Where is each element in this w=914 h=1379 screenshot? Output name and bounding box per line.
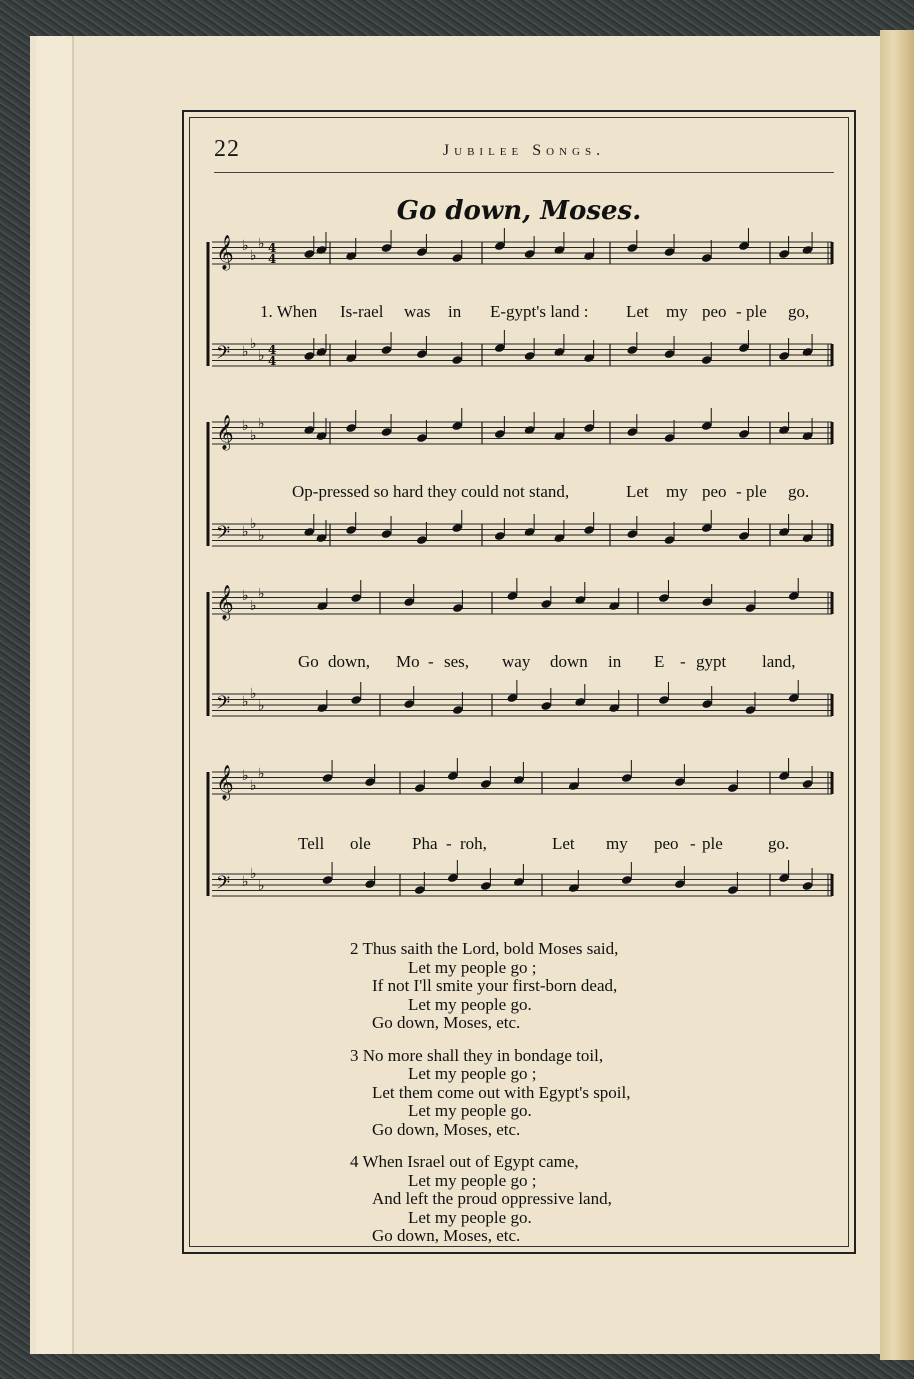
verse-line: 2 Thus saith the Lord, bold Moses said, bbox=[350, 939, 619, 958]
lyric-syllable: - bbox=[736, 482, 742, 501]
lyric-syllable: was bbox=[404, 302, 431, 321]
flat-icon: ♭ bbox=[242, 418, 249, 434]
lyric-syllable: roh, bbox=[460, 834, 487, 853]
verse-line: Go down, Moses, etc. bbox=[372, 1226, 521, 1245]
page-frame-inner bbox=[189, 117, 849, 1247]
lyric-syllable: down bbox=[550, 652, 588, 671]
verse-line: Let my people go ; bbox=[408, 1170, 537, 1190]
flat-icon: ♭ bbox=[242, 344, 249, 360]
lyric-syllable: Let bbox=[626, 482, 649, 501]
verse-line: Let my people go ; bbox=[408, 957, 537, 977]
facing-page-edge bbox=[880, 30, 914, 1360]
flat-icon: ♭ bbox=[258, 878, 265, 894]
flat-icon: ♭ bbox=[258, 528, 265, 544]
flat-icon: ♭ bbox=[242, 524, 249, 540]
lyric-syllable: ple bbox=[746, 482, 767, 501]
time-signature-top: 4 bbox=[268, 241, 277, 255]
music-notation bbox=[190, 118, 852, 918]
verse-line: If not I'll smite your first-born dead, bbox=[372, 976, 618, 995]
flat-icon: ♭ bbox=[250, 248, 257, 264]
lyric-syllable: Go bbox=[298, 652, 319, 671]
flat-icon: ♭ bbox=[250, 778, 257, 794]
bass-clef-icon: 𝄢 bbox=[216, 343, 231, 368]
lyric-syllable: gypt bbox=[696, 652, 727, 671]
lyric-syllable: in bbox=[448, 302, 462, 321]
verse-stanza bbox=[350, 1153, 790, 1246]
lyric-syllable: Tell bbox=[298, 834, 325, 853]
lyric-syllable: land, bbox=[762, 652, 796, 671]
lyric-syllable: go. bbox=[768, 834, 790, 853]
verse-stanza bbox=[350, 1047, 790, 1140]
verse-line: Go down, Moses, etc. bbox=[372, 1013, 521, 1032]
flat-icon: ♭ bbox=[242, 238, 249, 254]
lyric-syllable: peo bbox=[654, 834, 679, 853]
lyric-syllable: E bbox=[654, 652, 665, 671]
page-edge bbox=[36, 36, 74, 1354]
verse-stanza bbox=[350, 940, 790, 1033]
lyric-syllable: go. bbox=[788, 482, 810, 501]
lyric-syllable: ole bbox=[350, 834, 371, 853]
lyric-syllable: - bbox=[446, 834, 452, 853]
time-signature-bottom: 4 bbox=[268, 252, 277, 266]
verse-line: Let my people go. bbox=[408, 1101, 532, 1120]
lyric-syllable: my bbox=[606, 834, 628, 853]
flat-icon: ♭ bbox=[242, 694, 249, 710]
bass-clef-icon: 𝄢 bbox=[216, 523, 231, 548]
lyric-syllable: - bbox=[680, 652, 686, 671]
verse-line: Let my people go. bbox=[408, 1207, 532, 1227]
flat-icon: ♭ bbox=[250, 598, 257, 614]
lyric-syllable: down, bbox=[328, 652, 371, 671]
lyric-syllable: - bbox=[690, 834, 696, 853]
verse-line: Go down, Moses, etc. bbox=[372, 1119, 521, 1139]
time-signature-top: 4 bbox=[268, 343, 277, 357]
flat-icon: ♭ bbox=[258, 416, 265, 432]
flat-icon: ♭ bbox=[258, 348, 265, 364]
lyric-syllable: E-gypt's land : bbox=[490, 302, 589, 321]
verse-line: Let them come out with Egypt's spoil, bbox=[372, 1082, 631, 1102]
lyric-syllable: way bbox=[502, 652, 531, 671]
lyric-syllable: Pha bbox=[412, 834, 438, 853]
verses bbox=[350, 940, 790, 1260]
flat-icon: ♭ bbox=[258, 698, 265, 714]
lyric-syllable: Mo bbox=[396, 652, 420, 671]
treble-clef-icon: 𝄞 bbox=[216, 585, 234, 620]
lyric-syllable: peo bbox=[702, 482, 727, 501]
flat-icon: ♭ bbox=[250, 516, 257, 532]
lyric-syllable: in bbox=[608, 652, 622, 671]
bass-clef-icon: 𝄢 bbox=[216, 693, 231, 718]
treble-clef-icon: 𝄞 bbox=[216, 765, 234, 800]
flat-icon: ♭ bbox=[242, 588, 249, 604]
time-signature-bottom: 4 bbox=[268, 354, 277, 368]
lyric-syllable: - bbox=[428, 652, 434, 671]
lyric-syllable: - bbox=[736, 302, 742, 321]
flat-icon: ♭ bbox=[242, 874, 249, 890]
lyric-syllable: ple bbox=[746, 302, 767, 321]
page-number: 22 bbox=[214, 136, 240, 162]
flat-icon: ♭ bbox=[250, 686, 257, 702]
verse-line: 3 No more shall they in bondage toil, bbox=[350, 1045, 604, 1065]
lyric-syllable: ple bbox=[702, 834, 723, 853]
lyric-syllable: Let bbox=[552, 834, 575, 853]
lyric-syllable: Is-rael bbox=[340, 302, 384, 321]
song-title: Go down, Moses. bbox=[396, 196, 642, 226]
verse-line: And left the proud oppressive land, bbox=[372, 1189, 612, 1208]
treble-clef-icon: 𝄞 bbox=[216, 415, 234, 450]
lyric-syllable: Let bbox=[626, 302, 649, 321]
page-frame bbox=[182, 110, 856, 1254]
lyric-syllable: my bbox=[666, 482, 688, 501]
lyric-syllable: go, bbox=[788, 302, 810, 321]
flat-icon: ♭ bbox=[258, 586, 265, 602]
verse-line: 4 When Israel out of Egypt came, bbox=[350, 1152, 579, 1171]
flat-icon: ♭ bbox=[242, 768, 249, 784]
lyric-syllable: peo bbox=[702, 302, 727, 321]
flat-icon: ♭ bbox=[250, 428, 257, 444]
running-title: Jubilee Songs. bbox=[442, 142, 606, 159]
lyric-syllable: my bbox=[666, 302, 688, 321]
flat-icon: ♭ bbox=[250, 336, 257, 352]
bass-clef-icon: 𝄢 bbox=[216, 873, 231, 898]
lyric-syllable: Op-pressed so hard they could not stand, bbox=[292, 482, 570, 501]
flat-icon: ♭ bbox=[258, 236, 265, 252]
flat-icon: ♭ bbox=[258, 766, 265, 782]
lyric-syllable: 1. When bbox=[260, 302, 318, 321]
verse-line: Let my people go. bbox=[408, 994, 532, 1014]
flat-icon: ♭ bbox=[250, 866, 257, 882]
treble-clef-icon: 𝄞 bbox=[216, 235, 234, 270]
verse-line: Let my people go ; bbox=[408, 1064, 537, 1083]
lyric-syllable: ses, bbox=[444, 652, 470, 671]
